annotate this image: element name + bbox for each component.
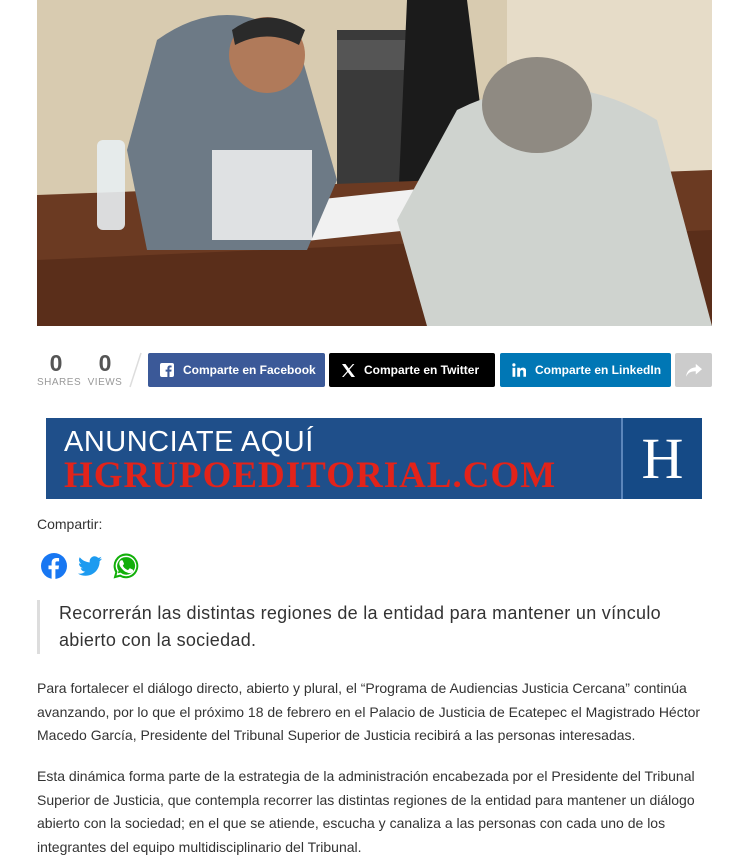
share-twitter-button[interactable]	[329, 353, 495, 387]
logo-letter: H	[641, 425, 684, 491]
share-icon	[686, 362, 702, 378]
views-count: 0	[98, 350, 112, 376]
article-paragraph: Para fortalecer el diálogo directo, abierto y plural, el “Programa de Audiencias Justicia Cercana” continúa avanzando, por lo que el próximo 18 de febrero en el Palacio de Justicia de Ecatepec el Magistrado Héctor Macedo García, Presidente del Tribunal Superior de Justicia recibirá a las personas interesadas.	[37, 680, 701, 743]
x-twitter-icon	[340, 362, 356, 378]
featured-image	[37, 0, 712, 326]
views-label: VIEWS	[87, 377, 123, 388]
addtoany-facebook-button[interactable]	[40, 552, 68, 580]
shares-counter	[37, 349, 82, 388]
share-linkedin-label: Comparte en LinkedIn	[535, 363, 662, 377]
banner-line-1: ANUNCIATE AQUÍ	[64, 426, 314, 458]
views-counter	[87, 349, 123, 388]
share-linkedin-button[interactable]	[500, 353, 671, 387]
pullquote-text: Recorrerán las distintas regiones de la entidad para mantener un vínculo abierto con la sociedad.	[59, 603, 661, 650]
shares-label: SHARES	[37, 377, 82, 388]
featured-photo-illustration	[37, 0, 712, 326]
addtoany-share-icons	[40, 552, 140, 580]
share-facebook-button[interactable]	[148, 353, 325, 387]
grupo-editorial-logo	[621, 418, 702, 499]
facebook-icon	[159, 362, 175, 378]
banner-line-2: HGRUPOEDITORIAL.COM	[64, 455, 557, 496]
share-facebook-label: Comparte en Facebook	[183, 363, 316, 377]
twitter-bird-icon	[76, 552, 104, 580]
addtoany-twitter-button[interactable]	[76, 552, 104, 580]
shares-count: 0	[49, 350, 63, 376]
article-paragraph: Esta dinámica forma parte de la estrategia de la administración encabezada por el Presidente del Tribunal Superior de Justicia, que contempla recorrer las distintas regiones de la entidad para mantener un diálogo abierto con la sociedad; en el que se atiende, escucha y canaliza a las personas con cada uno de los integrantes del equipo multidisciplinario del Tribunal.	[37, 768, 695, 855]
article-pullquote	[37, 600, 712, 654]
more-share-button[interactable]	[675, 353, 712, 387]
whatsapp-icon	[112, 552, 140, 580]
addtoany-whatsapp-button[interactable]	[112, 552, 140, 580]
compartir-label: Compartir:	[37, 516, 103, 532]
linkedin-icon	[511, 362, 527, 378]
divider-slash	[127, 351, 143, 389]
share-twitter-label: Comparte en Twitter	[364, 363, 480, 377]
advertisement-banner[interactable]	[46, 418, 702, 499]
share-bar	[37, 349, 712, 391]
facebook-round-icon	[40, 552, 68, 580]
